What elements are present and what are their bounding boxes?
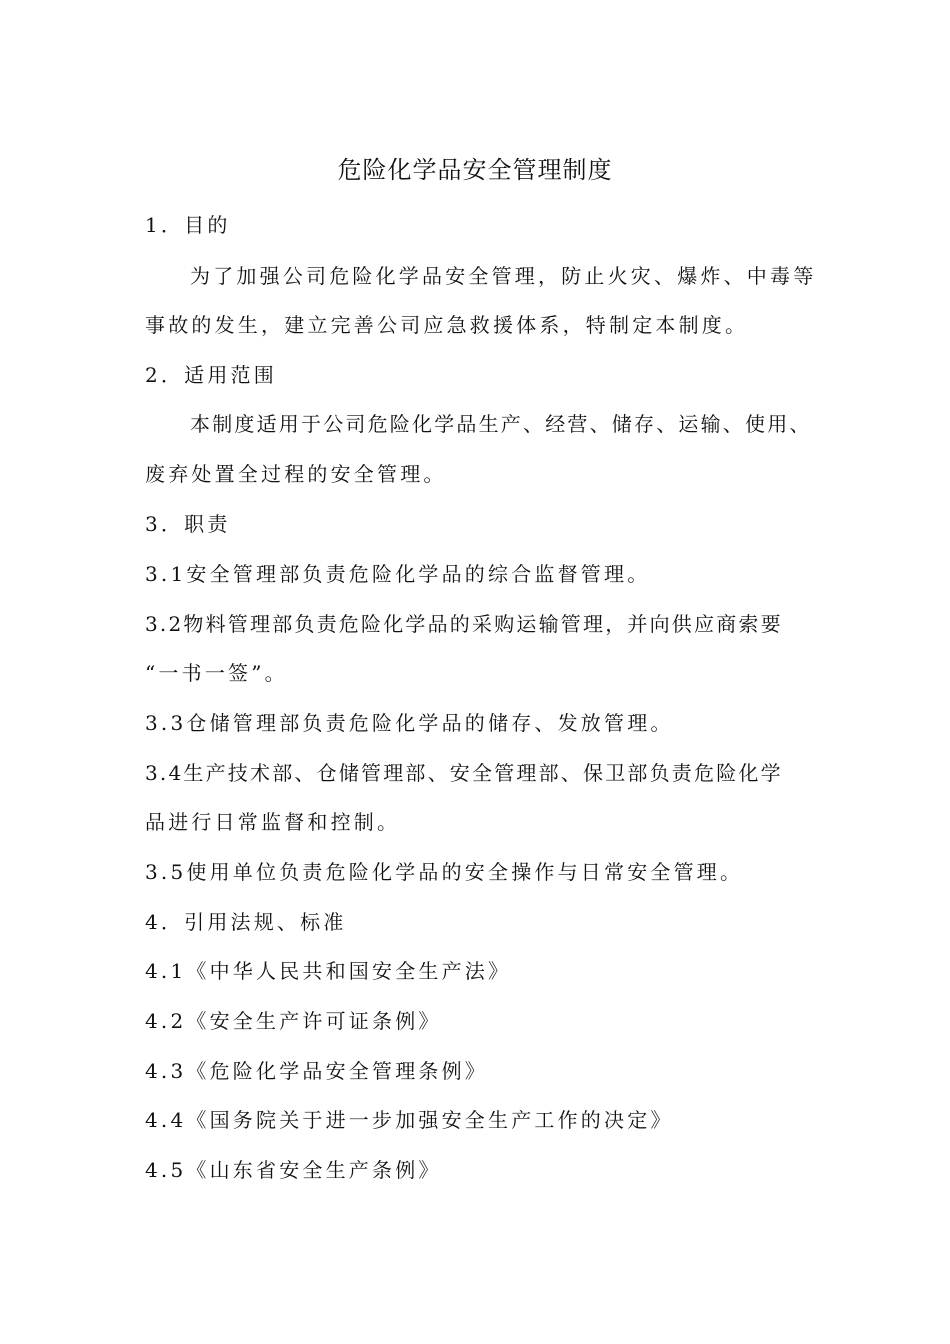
- duty-item-3-3: 3.3仓储管理部负责危险化学品的储存、发放管理。: [145, 711, 674, 735]
- paragraph-scope-line-2: 废弃处置全过程的安全管理。: [145, 462, 447, 486]
- paragraph-purpose-line-2: 事故的发生，建立完善公司应急救援体系，特制定本制度。: [145, 313, 749, 337]
- reference-item-4-1: 4.1《中华人民共和国安全生产法》: [145, 959, 512, 983]
- reference-item-4-4: 4.4《国务院关于进一步加强安全生产工作的决定》: [145, 1108, 674, 1132]
- duty-item-3-2-line-1: 3.2物料管理部负责危险化学品的采购运输管理，并向供应商索要: [145, 612, 783, 636]
- section-heading-duties: 3．职责: [145, 512, 231, 536]
- paragraph-scope-line-1: 本制度适用于公司危险化学品生产、经营、储存、运输、使用、: [190, 412, 812, 436]
- section-heading-references: 4．引用法规、标准: [145, 910, 347, 934]
- section-heading-scope: 2．适用范围: [145, 363, 277, 387]
- duty-item-3-5: 3.5使用单位负责危险化学品的安全操作与日常安全管理。: [145, 860, 744, 884]
- duty-item-3-1: 3.1安全管理部负责危险化学品的综合监督管理。: [145, 562, 651, 586]
- reference-item-4-2: 4.2《安全生产许可证条例》: [145, 1009, 442, 1033]
- duty-item-3-4-line-2: 品进行日常监督和控制。: [145, 810, 401, 834]
- reference-item-4-3: 4.3《危险化学品安全管理条例》: [145, 1059, 489, 1083]
- duty-item-3-4-line-1: 3.4生产技术部、仓储管理部、安全管理部、保卫部负责危险化学: [145, 761, 783, 785]
- duty-item-3-2-line-2: “一书一签”。: [145, 661, 288, 685]
- reference-item-4-5: 4.5《山东省安全生产条例》: [145, 1158, 442, 1182]
- section-heading-purpose: 1．目的: [145, 213, 231, 237]
- paragraph-purpose-line-1: 为了加强公司危险化学品安全管理，防止火灾、爆炸、中毒等: [190, 264, 817, 288]
- document-title: 危险化学品安全管理制度: [337, 156, 613, 184]
